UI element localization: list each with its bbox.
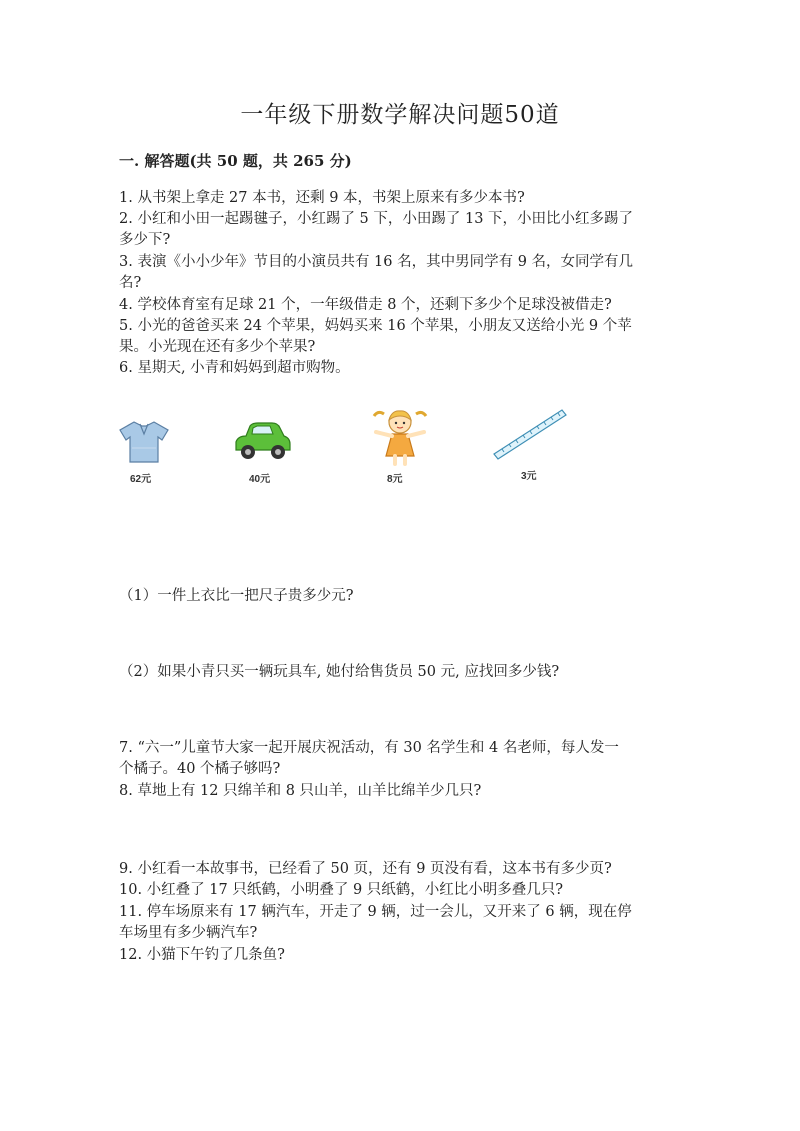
question-line: 11. 停车场原来有 17 辆汽车，开走了 9 辆，过一会儿，又开来了 6 辆，现在停 bbox=[119, 904, 632, 920]
question-line: 果。小光现在还有多少个苹果? bbox=[119, 339, 316, 355]
question-line: 多少下? bbox=[119, 232, 171, 248]
question-line: 6. 星期天, 小青和妈妈到超市购物。 bbox=[119, 360, 350, 376]
question-line: 3. 表演《小小少年》节目的小演员共有 16 名，其中男同学有 9 名，女同学有几 bbox=[119, 254, 634, 270]
car-icon bbox=[232, 420, 292, 462]
car-price: 40元 bbox=[249, 474, 271, 485]
question-line: 个橘子。40 个橘子够吗? bbox=[119, 761, 281, 777]
page-title: 一年级下册数学解决问题50道 bbox=[240, 102, 560, 128]
question-line: 车场里有多少辆汽车? bbox=[119, 925, 258, 941]
question-line: 4. 学校体育室有足球 21 个，一年级借走 8 个，还剩下多少个足球没被借走? bbox=[119, 297, 612, 313]
question-line: 8. 草地上有 12 只绵羊和 8 只山羊，山羊比绵羊少几只? bbox=[119, 783, 482, 799]
shirt-icon bbox=[118, 418, 170, 464]
question-line: 2. 小红和小田一起踢毽子，小红踢了 5 下，小田踢了 13 下，小田比小红多踢了 bbox=[119, 211, 634, 227]
question-line: 10. 小红叠了 17 只纸鹤，小明叠了 9 只纸鹤，小红比小明多叠几只? bbox=[119, 882, 564, 898]
shopping-items-figure bbox=[0, 400, 800, 490]
doll-icon bbox=[370, 408, 430, 466]
question-line: 12. 小猫下午钓了几条鱼? bbox=[119, 947, 285, 963]
ruler-price: 3元 bbox=[521, 471, 537, 482]
question-line: 5. 小光的爸爸买来 24 个苹果，妈妈买来 16 个苹果，小朋友又送给小光 9 个苹 bbox=[119, 318, 632, 334]
doll-price: 8元 bbox=[387, 474, 403, 485]
question-line: 9. 小红看一本故事书，已经看了 50 页，还有 9 页没有看，这本书有多少页? bbox=[119, 861, 612, 877]
question-line: 1. 从书架上拿走 27 本书，还剩 9 本，书架上原来有多少本书? bbox=[119, 190, 525, 206]
question-line: 7. “六一”儿童节大家一起开展庆祝活动，有 30 名学生和 4 名老师，每人发一 bbox=[119, 740, 619, 756]
ruler-icon bbox=[490, 406, 570, 462]
sub-question: （1）一件上衣比一把尺子贵多少元? bbox=[119, 588, 354, 604]
section-heading: 一. 解答题(共 50 题，共 265 分) bbox=[119, 152, 352, 170]
shirt-price: 62元 bbox=[130, 474, 152, 485]
question-line: 名? bbox=[119, 275, 142, 291]
sub-question: （2）如果小青只买一辆玩具车, 她付给售货员 50 元, 应找回多少钱? bbox=[119, 664, 560, 680]
